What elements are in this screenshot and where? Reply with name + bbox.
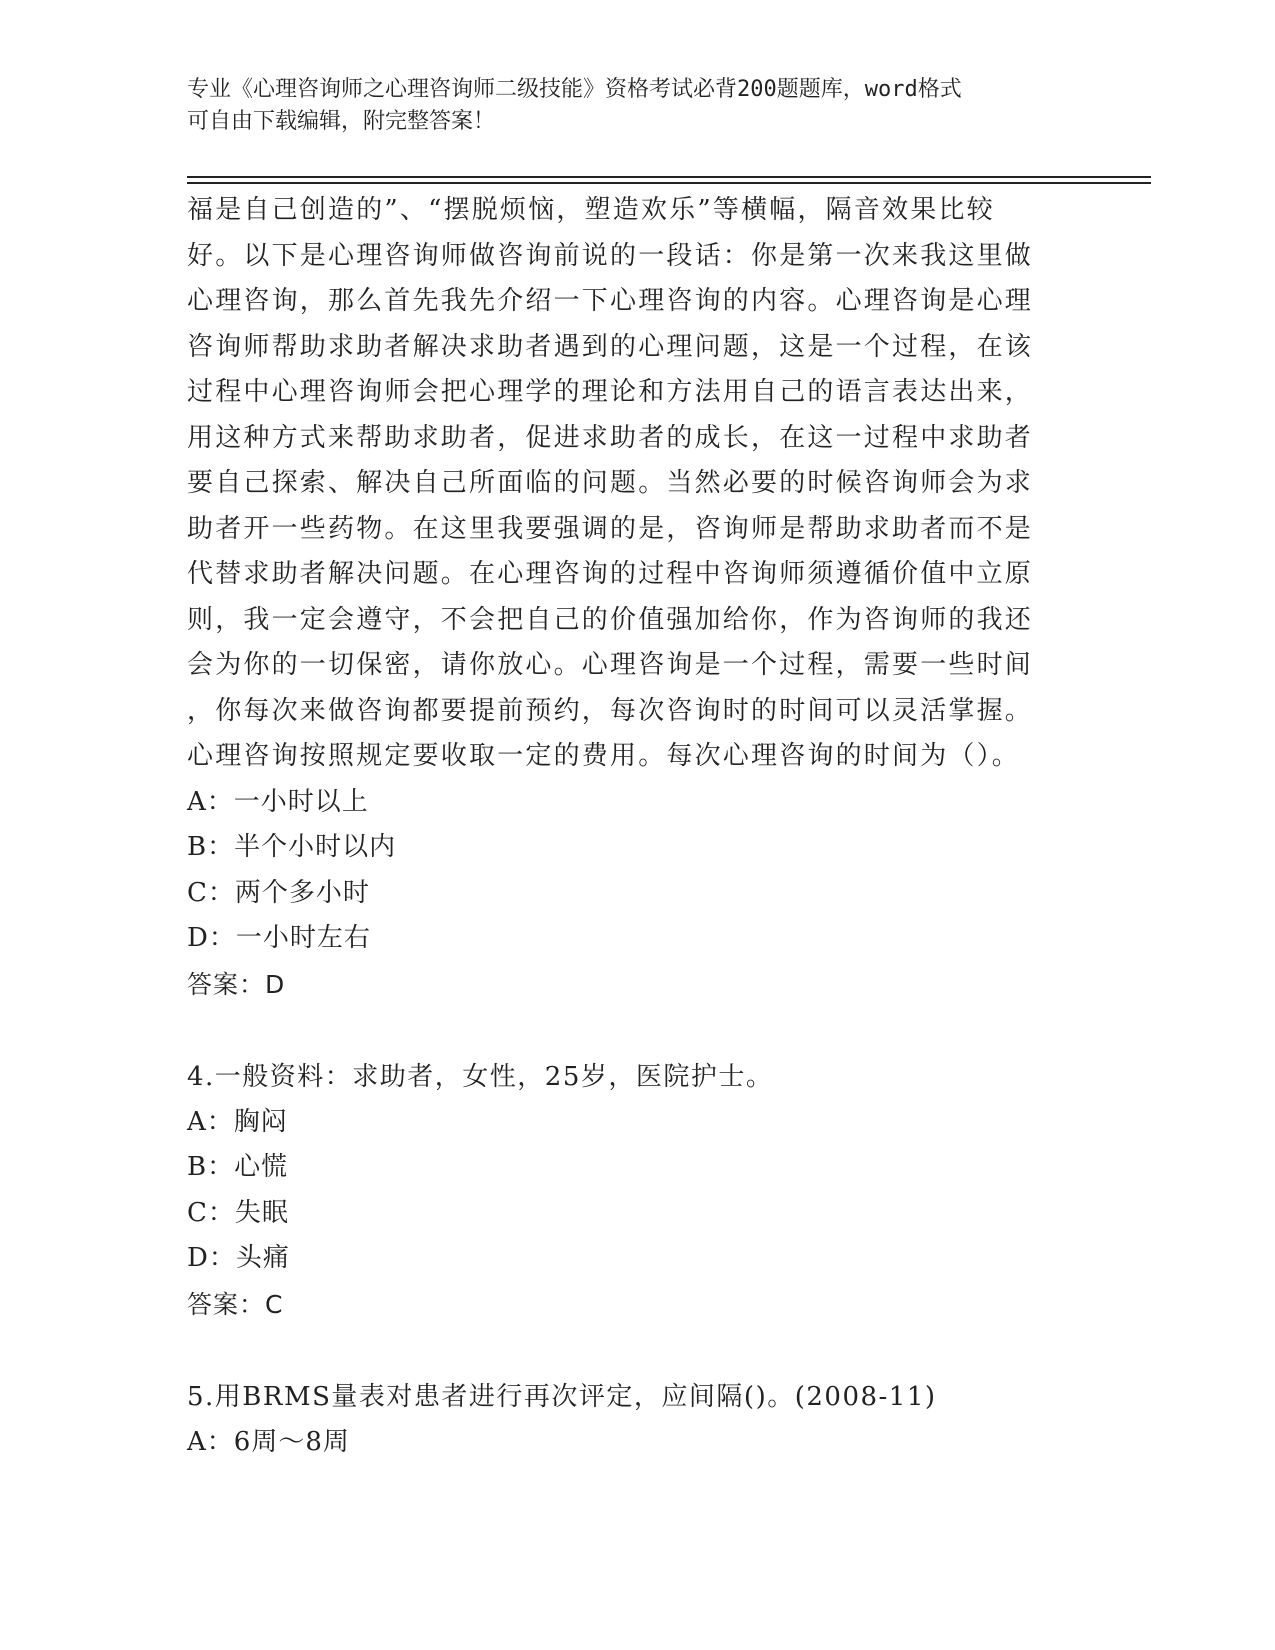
question-3-line: ，你每次来做咨询都要提前预约，每次咨询时的时间可以灵活掌握。	[187, 695, 1034, 726]
question-3-line: 要自己探索、解决自己所面临的问题。当然必要的时候咨询师会为求	[187, 468, 1034, 498]
question-3-line: 用这种方式来帮助求助者，促进求助者的成长，在这一过程中求助者	[187, 422, 1034, 453]
question-3-line: 咨询师帮助求助者解决求助者遇到的心理问题，这是一个过程，在该	[187, 331, 1034, 362]
question-3-option-a: A：一小时以上	[187, 786, 369, 817]
header-divider-top	[187, 176, 1151, 178]
header-divider-bottom	[187, 182, 1151, 184]
document-header	[187, 74, 1067, 138]
question-3-line: 心理咨询，那么首先我先介绍一下心理咨询的内容。心理咨询是心理	[187, 286, 1034, 316]
question-3-line: 助者开一些药物。在这里我要强调的是，咨询师是帮助求助者而不是	[187, 513, 1034, 544]
spacer	[187, 1008, 1067, 1054]
question-3-option-b: B：半个小时以内	[187, 832, 397, 862]
header-line-2: 可自由下载编辑，附完整答案！	[187, 109, 496, 134]
question-4-option-d: D：头痛	[187, 1243, 290, 1273]
question-4-option-b: B：心慌	[187, 1152, 289, 1182]
spacer	[187, 1328, 1067, 1374]
question-3-line: 代替求助者解决问题。在心理咨询的过程中咨询师须遵循价值中立原	[187, 559, 1034, 589]
question-3-option-d: D：一小时左右	[187, 923, 371, 953]
question-5-title: 5.用BRMS量表对患者进行再次评定，应间隔()。(2008-11)	[187, 1381, 937, 1412]
question-4-answer: 答案：C	[187, 1289, 284, 1319]
question-3-line: 好。以下是心理咨询师做咨询前说的一段话：你是第一次来我这里做	[187, 240, 1034, 271]
question-3-answer: 答案：D	[187, 969, 286, 999]
question-3-line: 福是自己创造的”、“摆脱烦恼，塑造欢乐”等横幅，隔音效果比较	[187, 195, 995, 225]
document-body	[187, 188, 1067, 1465]
question-4-title: 4.一般资料：求助者，女性，25岁，医院护士。	[187, 1061, 774, 1092]
header-line-1: 专业《心理咨询师之心理咨询师二级技能》资格考试必背200题题库，word格式	[187, 77, 962, 102]
question-3-line: 心理咨询按照规定要收取一定的费用。每次心理咨询的时间为（）。	[187, 741, 1021, 771]
question-3-stem	[187, 188, 1067, 780]
question-5-option-a: A：6周～8周	[187, 1426, 350, 1457]
question-4-option-a: A：胸闷	[187, 1106, 288, 1137]
question-3-option-c: C：两个多小时	[187, 877, 370, 908]
question-3-line: 则，我一定会遵守，不会把自己的价值强加给你，作为咨询师的我还	[187, 604, 1034, 635]
question-4-option-c: C：失眠	[187, 1197, 289, 1228]
question-3-line: 会为你的一切保密，请你放心。心理咨询是一个过程，需要一些时间	[187, 650, 1034, 680]
question-3-line: 过程中心理咨询师会把心理学的理论和方法用自己的语言表达出来，	[187, 377, 1034, 407]
